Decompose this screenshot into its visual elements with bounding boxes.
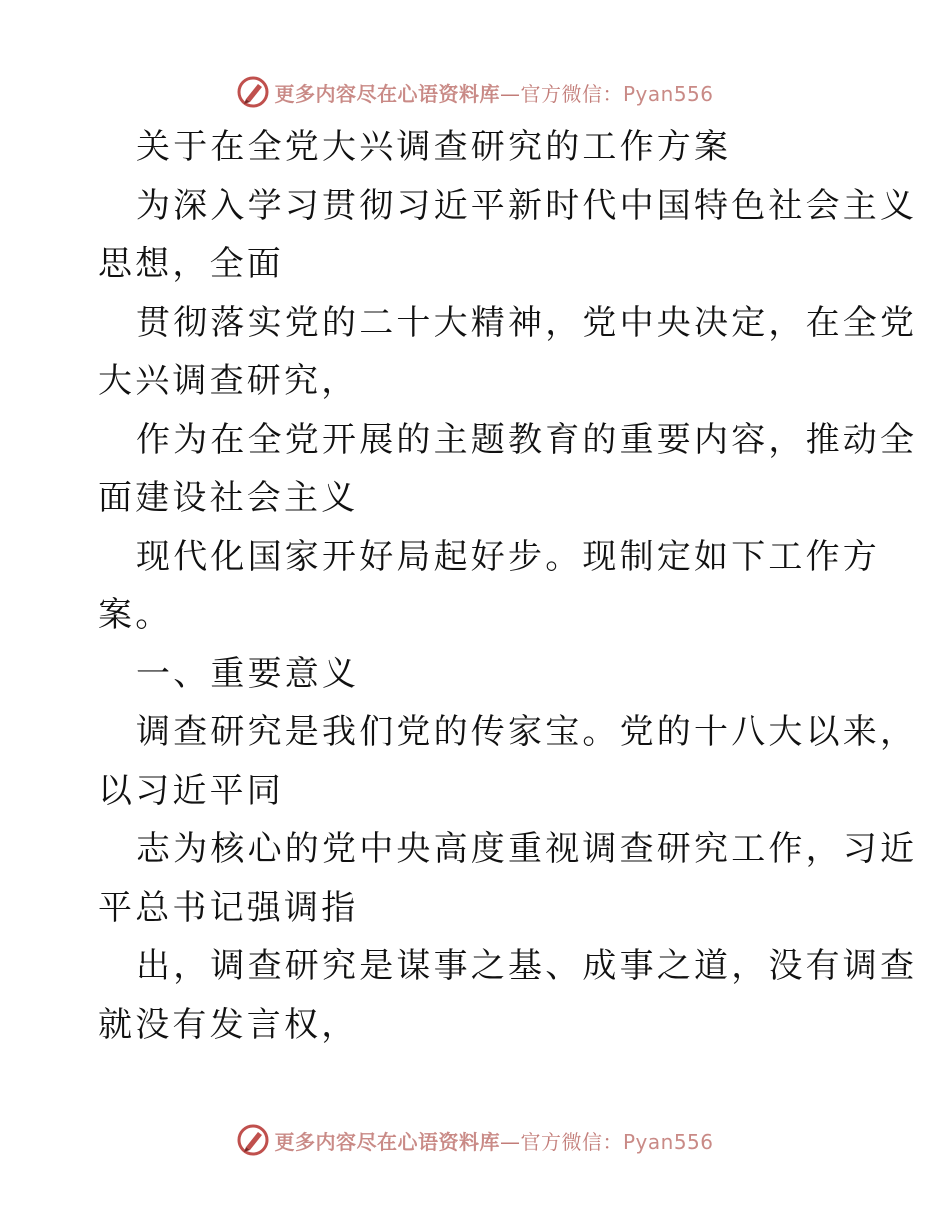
watermark-sub: 官方微信：	[520, 81, 623, 106]
header-watermark	[0, 72, 950, 112]
watermark-text	[274, 1126, 713, 1155]
footer-watermark	[0, 1120, 950, 1160]
paragraph-line: 大兴调查研究，	[98, 361, 359, 401]
watermark-id: Pyan556	[622, 81, 714, 106]
section-heading: 一、重要意义	[136, 653, 360, 694]
watermark-sub: 官方微信：	[520, 1129, 623, 1154]
paragraph-line: 就没有发言权，	[98, 1004, 359, 1045]
paragraph-line: 思想，全面	[98, 244, 284, 284]
watermark-dash: —	[499, 1129, 521, 1154]
paragraph-line: 现代化国家开好局起好步。现制定如下工作方	[136, 536, 880, 577]
paragraph-line: 案。	[98, 595, 173, 635]
paragraph-line: 贯彻落实党的二十大精神，党中央决定，在全党	[136, 302, 918, 343]
paragraph-line: 面建设社会主义	[98, 478, 359, 518]
pen-logo-icon	[236, 1123, 270, 1157]
pen-logo-icon	[236, 75, 270, 109]
paragraph-line: 出，调查研究是谋事之基、成事之道，没有调查	[136, 946, 918, 986]
paragraph-line: 平总书记强调指	[98, 887, 359, 928]
paragraph-line: 作为在全党开展的主题教育的重要内容，推动全	[136, 419, 918, 460]
paragraph-line: 为深入学习贯彻习近平新时代中国特色社会主义	[136, 185, 918, 226]
watermark-text	[274, 78, 713, 107]
paragraph-line: 调查研究是我们党的传家宝。党的十八大以来，	[136, 712, 918, 752]
document-title: 关于在全党大兴调查研究的工作方案	[136, 127, 732, 167]
watermark-main: 更多内容尽在心语资料库	[274, 1129, 500, 1154]
paragraph-line: 志为核心的党中央高度重视调查研究工作，习近	[136, 829, 918, 869]
watermark-id: Pyan556	[622, 1129, 714, 1154]
watermark-dash: —	[499, 81, 521, 106]
document-body	[98, 118, 918, 1054]
paragraph-line: 以习近平同	[98, 770, 284, 811]
watermark-main: 更多内容尽在心语资料库	[274, 81, 500, 106]
